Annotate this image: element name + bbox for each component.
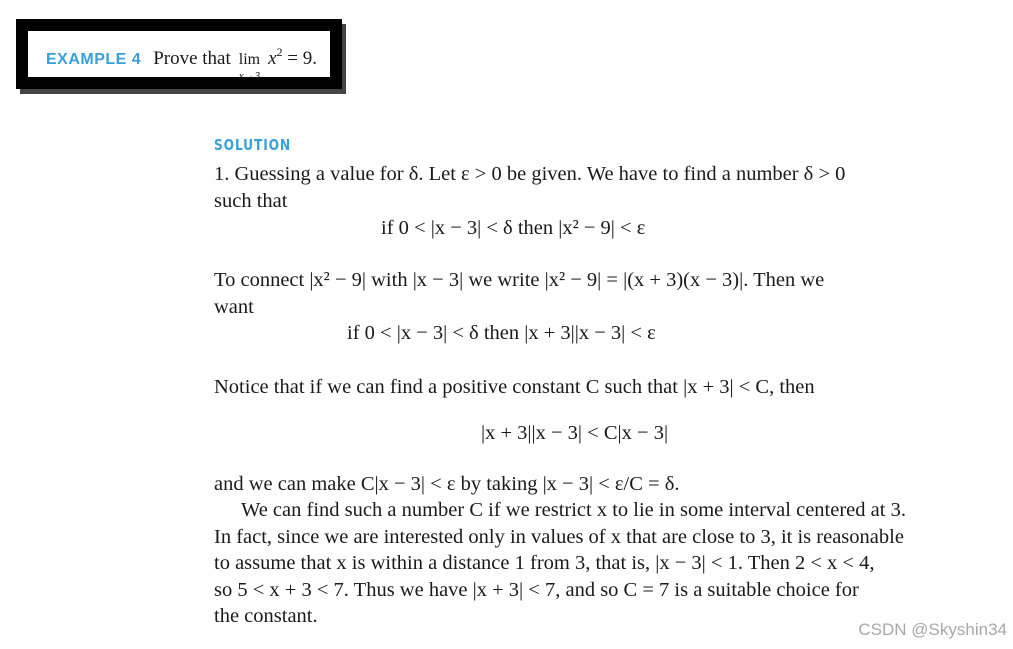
example-statement [46, 45, 318, 82]
example-box [16, 19, 342, 89]
watermark: CSDN @Skyshin34 [858, 620, 1007, 639]
solution-line: the constant. [214, 605, 318, 627]
example-label: EXAMPLE 4 [46, 51, 142, 68]
solution-line: to assume that x is within a distance 1 from 3, that is, |x − 3| < 1. Then 2 < x < 4, [214, 552, 875, 574]
solution-line: 1. Guessing a value for δ. Let ε > 0 be given. We have to find a number δ > 0 [214, 163, 846, 185]
lim-subscript: x→3 [238, 70, 261, 82]
limit-expression: x [268, 48, 277, 69]
limit-operator [238, 51, 261, 82]
display-equation: if 0 < |x − 3| < δ then |x + 3||x − 3| < ε [347, 322, 656, 344]
lim-text: lim [238, 51, 261, 68]
solution-line: In fact, since we are interested only in values of x that are close to 3, it is reasonable [214, 526, 904, 548]
solution-line: and we can make C|x − 3| < ε by taking |x − 3| < ε/C = δ. [214, 473, 680, 495]
display-equation: if 0 < |x − 3| < δ then |x² − 9| < ε [381, 217, 646, 239]
solution-line: We can find such a number C if we restrict x to lie in some interval centered at 3. [241, 499, 906, 521]
example-prefix: Prove that [153, 48, 231, 69]
limit-power: 2 [276, 45, 283, 59]
solution-line: so 5 < x + 3 < 7. Thus we have |x + 3| < 7, and so C = 7 is a suitable choice for [214, 579, 859, 601]
solution-label: SOLUTION [214, 136, 291, 154]
limit-result: = 9. [287, 48, 318, 69]
solution-line: To connect |x² − 9| with |x − 3| we write |x² − 9| = |(x + 3)(x − 3)|. Then we [214, 269, 825, 291]
solution-line: such that [214, 190, 288, 212]
solution-line: Notice that if we can find a positive constant C such that |x + 3| < C, then [214, 376, 815, 398]
solution-line: want [214, 296, 254, 318]
display-equation: |x + 3||x − 3| < C|x − 3| [481, 422, 669, 444]
